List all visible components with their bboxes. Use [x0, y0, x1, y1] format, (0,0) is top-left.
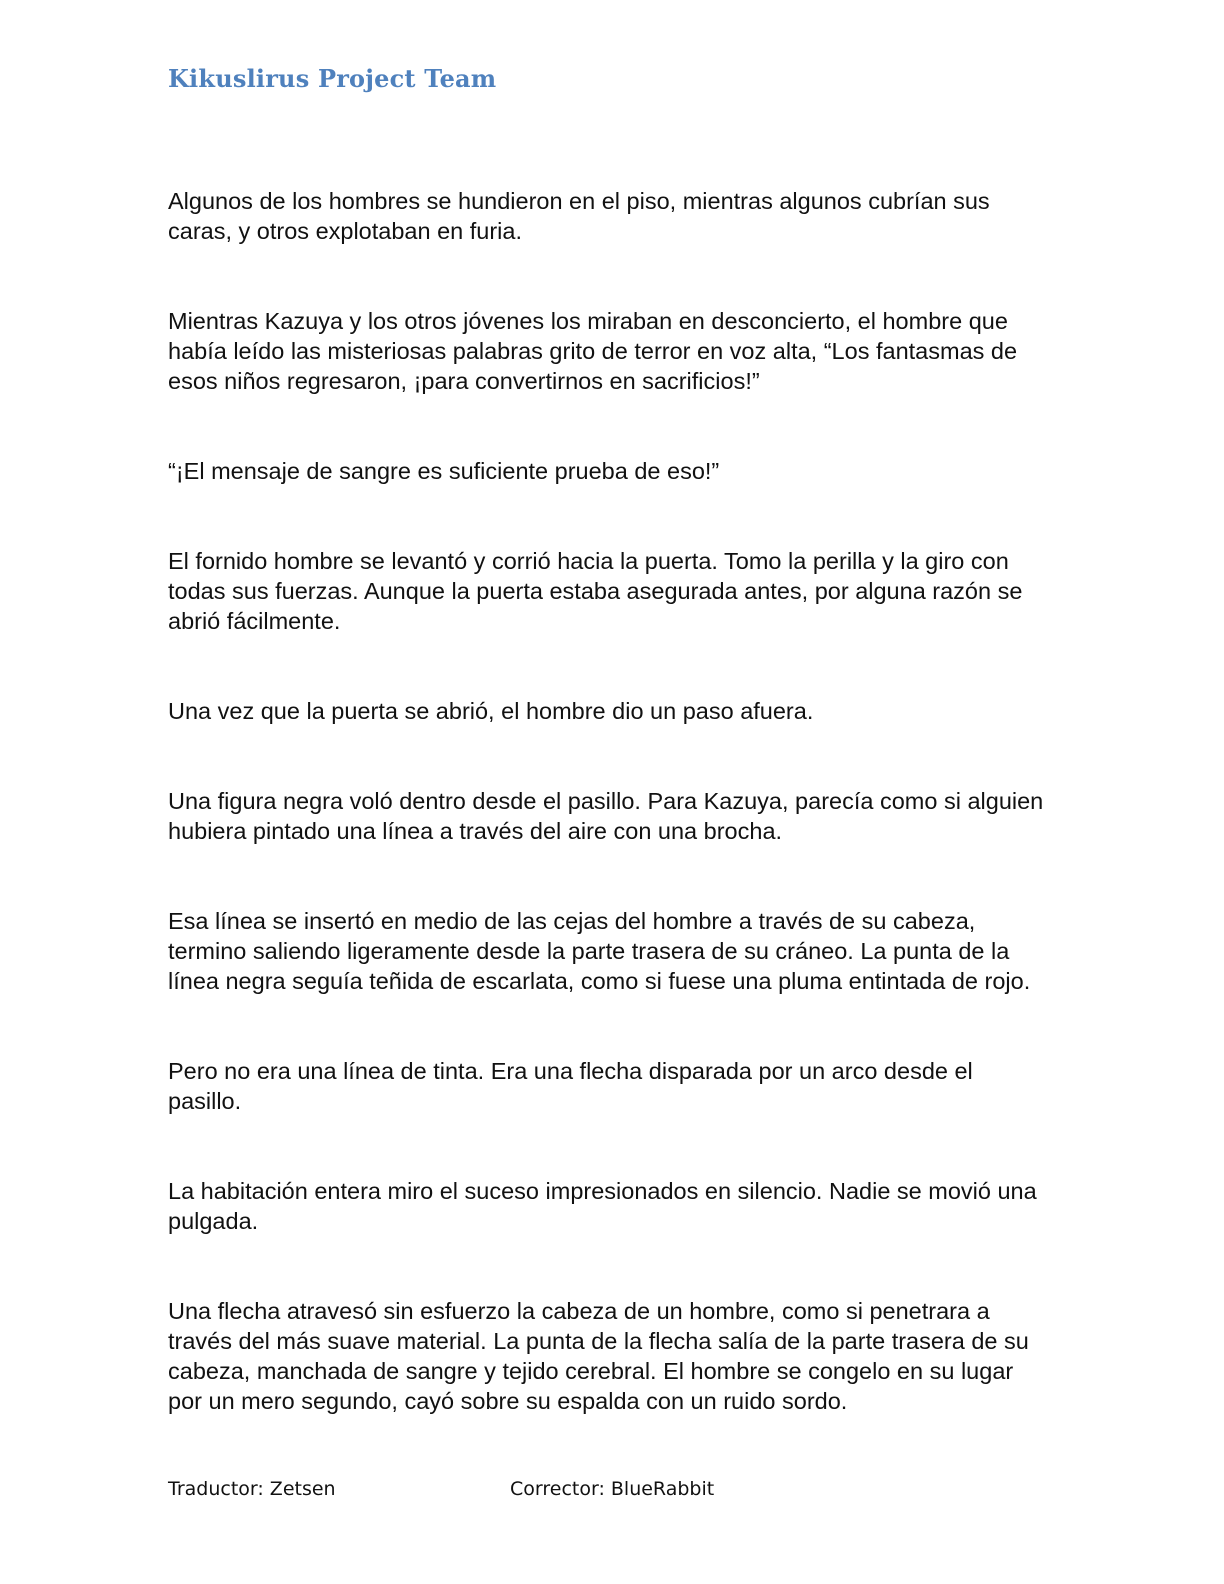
- paragraph-3: “¡El mensaje de sangre es suficiente prueba de eso!”: [168, 458, 720, 484]
- paragraph-10: Una flecha atravesó sin esfuerzo la cabeza de un hombre, como si penetrara a través del más suave material. La punta de la flecha salía de la parte trasera de su cabeza, manchada de sangre y tejido cerebral. El hombre se congelo en su lugar por un mero segundo, cayó sobre su espalda con un ruido sordo.: [168, 1298, 1029, 1414]
- footer-translator: Traductor: Zetsen: [168, 1478, 336, 1500]
- document-body: [168, 186, 1048, 1476]
- paragraph-8: Pero no era una línea de tinta. Era una flecha disparada por un arco desde el pasillo.: [168, 1058, 973, 1114]
- paragraph-5: Una vez que la puerta se abrió, el hombre dio un paso afuera.: [168, 698, 814, 724]
- footer-corrector: Corrector: BlueRabbit: [510, 1478, 715, 1500]
- page-header-title: Kikuslirus Project Team: [168, 64, 497, 93]
- paragraph-6: Una figura negra voló dentro desde el pasillo. Para Kazuya, parecía como si alguien hubiera pintado una línea a través del aire con una brocha.: [168, 788, 1044, 844]
- paragraph-2: Mientras Kazuya y los otros jóvenes los miraban en desconcierto, el hombre que había leído las misteriosas palabras grito de terror en voz alta, “Los fantasmas de esos niños regresaron, ¡para convertirnos en sacrificios!”: [168, 308, 1018, 394]
- paragraph-7: Esa línea se insertó en medio de las cejas del hombre a través de su cabeza, termino saliendo ligeramente desde la parte trasera de su cráneo. La punta de la línea negra seguía teñida de escarlata, como si fuese una pluma entintada de rojo.: [168, 908, 1031, 994]
- paragraph-4: El fornido hombre se levantó y corrió hacia la puerta. Tomo la perilla y la giro con todas sus fuerzas. Aunque la puerta estaba asegurada antes, por alguna razón se abrió fácilmente.: [168, 548, 1023, 634]
- paragraph-1: Algunos de los hombres se hundieron en el piso, mientras algunos cubrían sus caras, y otros explotaban en furia.: [168, 188, 990, 244]
- paragraph-9: La habitación entera miro el suceso impresionados en silencio. Nadie se movió una pulgada.: [168, 1178, 1037, 1234]
